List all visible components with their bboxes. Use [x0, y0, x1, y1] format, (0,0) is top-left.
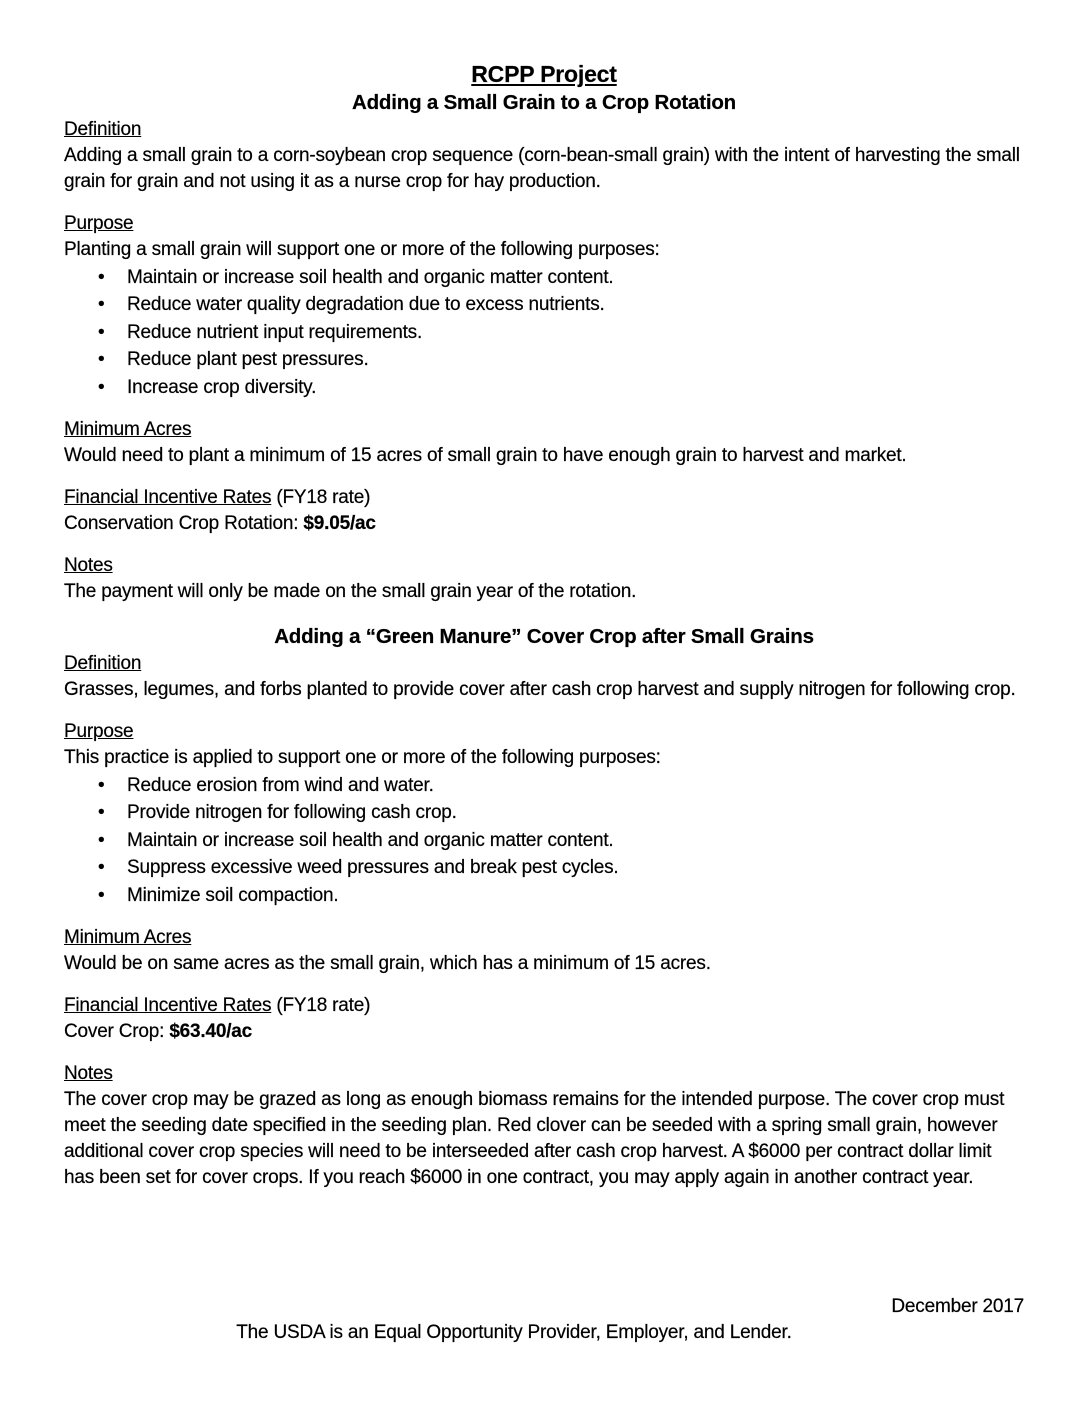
document-title: RCPP Project [471, 61, 617, 87]
bullet-item: • Suppress excessive weed pressures and break pest cycles. [64, 854, 1024, 881]
financial-rate-line [64, 511, 1024, 537]
minimum-acres-text: Would need to plant a minimum of 15 acres of small grain to have enough grain to harvest and market. [64, 445, 907, 467]
purpose-label: Purpose [64, 721, 134, 743]
notes-label: Notes [64, 555, 113, 577]
financial-label-suffix: (FY18 rate) [271, 487, 371, 509]
bullet-item: • Reduce water quality degradation due to excess nutrients. [64, 291, 1024, 318]
financial-label-suffix: (FY18 rate) [271, 995, 371, 1017]
rate-name: Conservation Crop Rotation: [64, 513, 304, 535]
bullet-item: • Minimize soil compaction. [64, 882, 1024, 909]
rate-value: $9.05/ac [303, 513, 376, 535]
footer-eo-statement: The USDA is an Equal Opportunity Provider, Employer, and Lender. [236, 1322, 792, 1343]
financial-rate-line [64, 1019, 1024, 1045]
minimum-acres-text: Would be on same acres as the small grain, which has a minimum of 15 acres. [64, 953, 711, 975]
footer-date: December 2017 [891, 1296, 1024, 1317]
bullet-item: • Provide nitrogen for following cash crop. [64, 799, 1024, 826]
section-green-manure [64, 623, 1024, 1191]
minimum-acres-label: Minimum Acres [64, 419, 192, 441]
bullet-item: • Reduce nutrient input requirements. [64, 319, 1024, 346]
bullet-item: • Reduce erosion from wind and water. [64, 772, 1024, 799]
notes-text: The payment will only be made on the small grain year of the rotation. [64, 581, 637, 603]
rate-value: $63.40/ac [169, 1021, 253, 1043]
purpose-intro: This practice is applied to support one or more of the following purposes: [64, 747, 661, 769]
financial-label: Financial Incentive Rates [64, 995, 272, 1017]
section-heading: Adding a “Green Manure” Cover Crop after Small Grains [274, 625, 814, 649]
financial-heading [64, 993, 1024, 1019]
minimum-acres-label: Minimum Acres [64, 927, 192, 949]
purpose-label: Purpose [64, 213, 134, 234]
notes-label: Notes [64, 1063, 113, 1085]
financial-label: Financial Incentive Rates [64, 487, 272, 509]
definition-text: Adding a small grain to a corn-soybean crop sequence (corn-bean-small grain) with the intent of harvesting the small grain for grain and not using it as a nurse crop for hay production. [64, 145, 1020, 192]
purpose-bullet-list [64, 264, 1024, 401]
section-heading: Adding a Small Grain to a Crop Rotation [352, 91, 736, 114]
purpose-intro: Planting a small grain will support one or more of the following purposes: [64, 239, 660, 260]
financial-heading [64, 485, 1024, 511]
bullet-item: • Maintain or increase soil health and organic matter content. [64, 264, 1024, 291]
purpose-bullet-list [64, 772, 1024, 909]
definition-text: Grasses, legumes, and forbs planted to provide cover after cash crop harvest and supply nitrogen for following crop. [64, 679, 1016, 701]
section-small-grain [64, 89, 1024, 605]
definition-label: Definition [64, 653, 142, 675]
notes-text: The cover crop may be grazed as long as enough biomass remains for the intended purpose. The cover crop must meet the seeding date specified in the seeding plan. Red clover can be seeded with a spring small grain, however additional cover crop species will need to be interseeded after cash crop harvest. A $6000 per contract dollar limit has been set for cover crops. If you reach $6000 in one contract, you may apply again in another contract year. [64, 1089, 1005, 1189]
rate-name: Cover Crop: [64, 1021, 170, 1043]
bullet-item: • Maintain or increase soil health and organic matter content. [64, 827, 1024, 854]
bullet-item: • Reduce plant pest pressures. [64, 346, 1024, 373]
definition-label: Definition [64, 119, 142, 140]
bullet-item: • Increase crop diversity. [64, 374, 1024, 401]
